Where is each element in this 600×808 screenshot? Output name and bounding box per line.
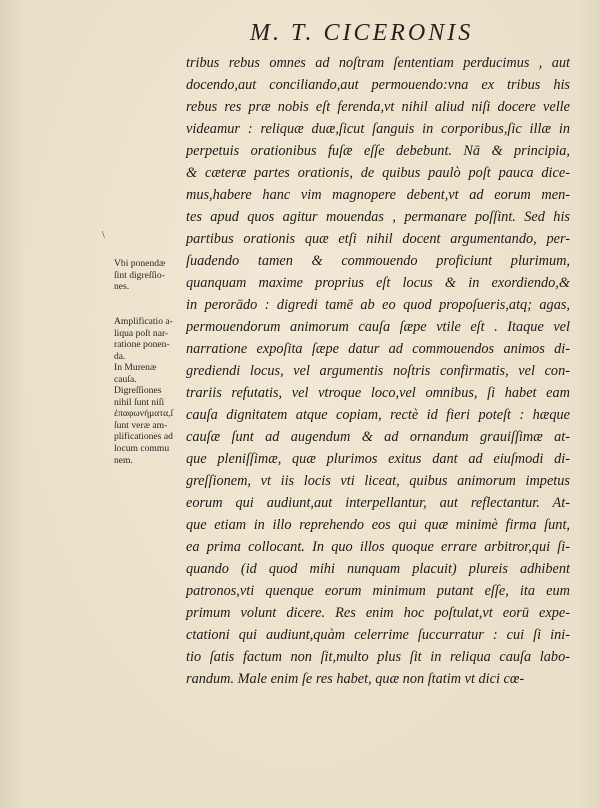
text-line: primum volunt dicere. Res enim hoc poſtulat,vt eorū expe- bbox=[186, 605, 570, 621]
margin-note-line: locum commu bbox=[114, 442, 170, 454]
margin-note-in-murenae bbox=[114, 362, 186, 385]
margin-note-line: ſunt veræ am- bbox=[114, 419, 168, 431]
margin-note-digressiones bbox=[114, 385, 186, 466]
text-line: & cæteræ partes orationis, de quibus paulò poſt pauca dice- bbox=[186, 165, 570, 181]
text-line: cauſa dignitatem atque copiam, rectè id fieri poteſt : hæque bbox=[186, 407, 570, 423]
text-line: grediendi locus, vel argumentis noſtris confirmatis, vel con- bbox=[186, 363, 570, 379]
text-line: randum. Male enim ſe res habet, quæ non ſtatim vt dici cœ- bbox=[186, 671, 525, 687]
margin-note-line: ſint digreſſio- bbox=[114, 269, 165, 281]
margin-note-line: nes. bbox=[114, 281, 130, 293]
margin-note-line: ἐπαφωνήματα,ſ bbox=[114, 408, 174, 420]
margin-tick-mark: \ bbox=[102, 230, 105, 241]
text-line: ſuadendo tamen & commouendo proficiunt plurimum, bbox=[186, 253, 570, 269]
text-line: eorum qui audiunt,aut interpellantur, aut reflectantur. At- bbox=[186, 495, 570, 511]
text-line: ctationi qui audiunt,quàm celerrime ſuccurratur : cui ſi ini- bbox=[186, 627, 570, 643]
main-text-block bbox=[186, 52, 570, 690]
margin-note-amplificatio bbox=[114, 316, 186, 362]
text-line: patronos,vti quenque eorum minimum putant eſſe, ita eum bbox=[186, 583, 570, 599]
margin-note-line: cauſa. bbox=[114, 373, 137, 385]
margin-note-line: nihil ſunt niſi bbox=[114, 396, 165, 408]
text-line: que etiam in illo reprehendo eos qui quæ minimè firma ſunt, bbox=[186, 517, 570, 533]
margin-note-ubi-ponendae bbox=[114, 258, 186, 293]
text-line: tes apud quos agitur mouendas , permanare poſſint. Sed his bbox=[186, 209, 570, 225]
text-line: tio ſatis factum non ſit,multo plus ſit in reliqua cauſa labo- bbox=[186, 649, 570, 665]
margin-note-line: In Murenæ bbox=[114, 362, 157, 373]
text-line: greſſionem, vt iis locis vti liceat, quibus animorum impetus bbox=[186, 473, 570, 489]
margin-note-line: ratione ponen- bbox=[114, 339, 170, 351]
margin-note-line: liqua poſt nar- bbox=[114, 327, 169, 339]
text-line: tribus rebus omnes ad noſtram ſententiam perducimus , aut bbox=[186, 55, 570, 71]
text-line: ea prima collocant. In quo illos quoque errare arbitror,qui ſi- bbox=[186, 539, 570, 555]
text-line: in perorādo : digredi tamē ab eo quod propoſueris,atq; agas, bbox=[186, 297, 570, 313]
text-line: cauſæ ſunt ad augendum & ad ornandum grauiſſimæ at- bbox=[186, 429, 570, 445]
text-line: permouendorum animorum cauſa ſæpe vtile eſt . Itaque vel bbox=[186, 319, 570, 335]
margin-note-line: da. bbox=[114, 350, 126, 362]
running-head: M. T. CICERONIS bbox=[250, 20, 474, 46]
text-line: docendo,aut conciliando,aut permouendo:vna ex tribus his bbox=[186, 77, 570, 93]
text-line: narratione expoſita ſæpe datur ad commouendos animos di- bbox=[186, 341, 570, 357]
margin-note-line: plificationes ad bbox=[114, 431, 173, 443]
text-line: partibus orationis quæ etſi nihil docent argumentando, per- bbox=[186, 231, 570, 247]
margin-note-line: Digreſſiones bbox=[114, 385, 162, 396]
text-line: mus,habere hanc vim magnopere debent,vt ad eorum men- bbox=[186, 187, 570, 203]
text-line: trariis refutatis, vel vtroque loco,vel omnibus, ſi habet eam bbox=[186, 385, 570, 401]
text-line: videamur : reliquæ duæ,ſicut ſanguis in corporibus,ſic illæ in bbox=[186, 121, 570, 137]
text-line: que pleniſſimæ, quæ plurimos exitus dant ad eiuſmodi di- bbox=[186, 451, 570, 467]
text-line: rebus res præ nobis eſt ferenda,vt nihil aliud niſi docere velle bbox=[186, 99, 570, 115]
margin-note-line: nem. bbox=[114, 454, 133, 466]
text-line: quando (id quod mihi nunquam placuit) plureis adhibent bbox=[186, 561, 570, 577]
text-line: quanquam maxime proprius eſt locus & in exordiendo,& bbox=[186, 275, 570, 291]
margin-note-line: Vbi ponendæ bbox=[114, 258, 166, 269]
text-line: perpetuis orationibus fuſæ eſſe debebunt. Nā & principia, bbox=[186, 143, 570, 159]
margin-note-line: Amplificatio a- bbox=[114, 316, 173, 327]
